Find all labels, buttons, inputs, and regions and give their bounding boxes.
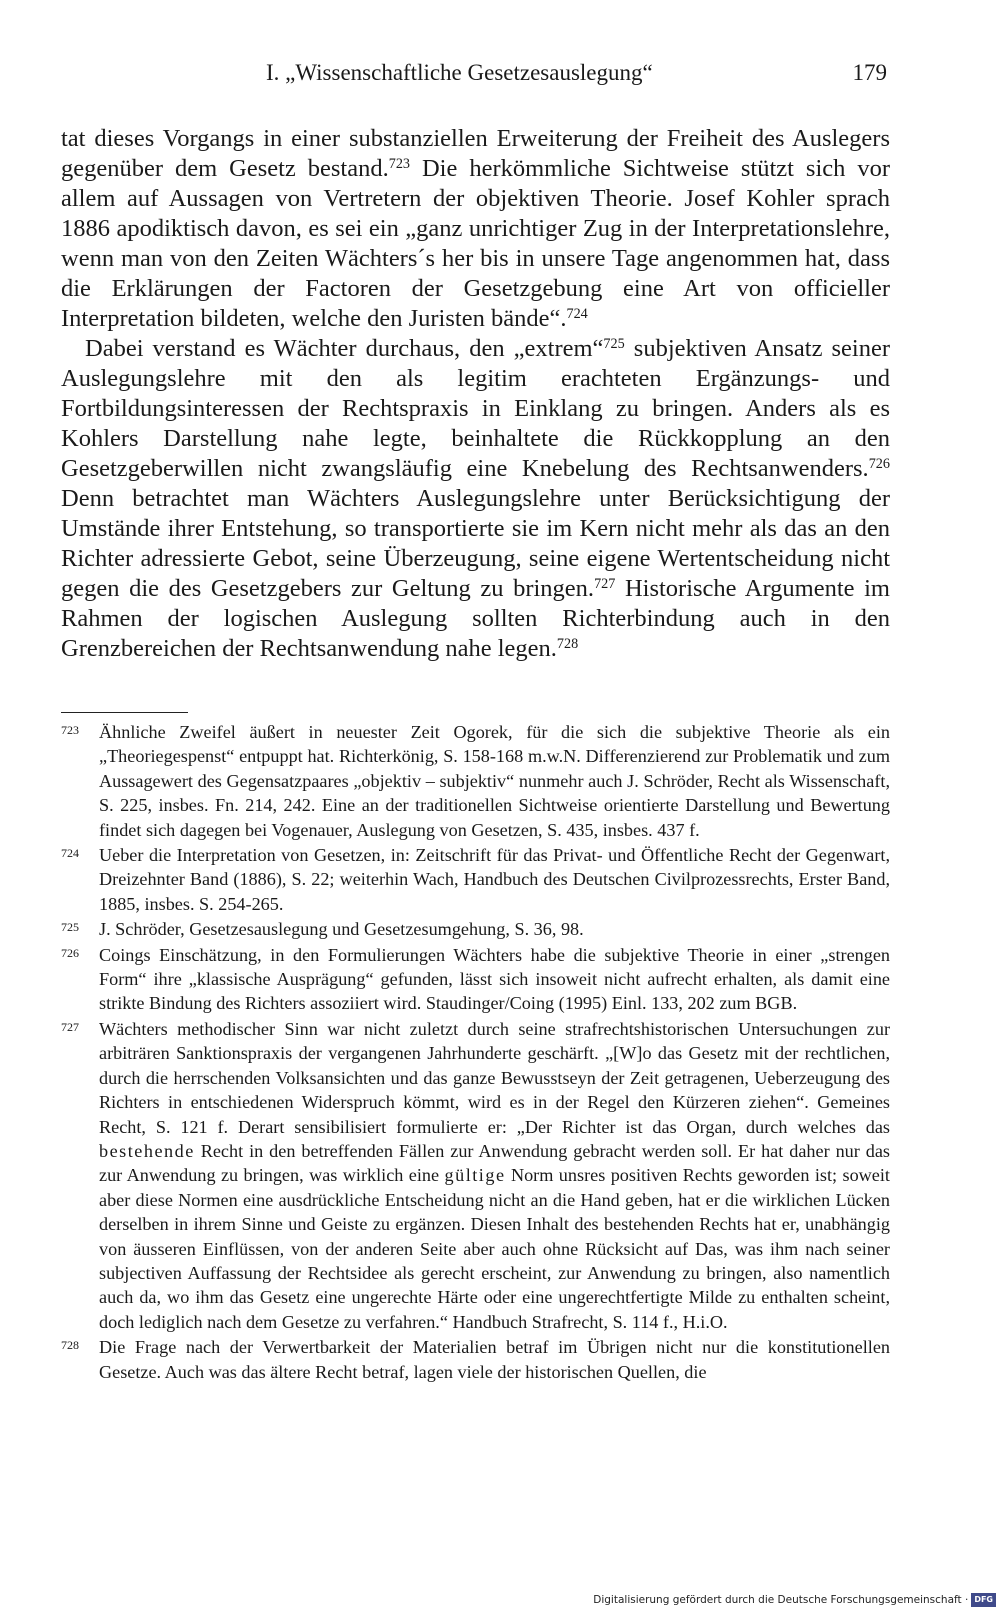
footnote-ref-724[interactable]: 724 — [566, 306, 588, 323]
footnote-728 — [61, 1335, 890, 1384]
footnote-725 — [61, 917, 890, 941]
footnote-text: Ähnliche Zweifel äußert in neuester Zeit Ogorek, für die sich die subjektive Theorie als ein „Theoriegespenst“ entpuppt hat. Richterkönig, S. 158-168 m.w.N. Differenzierend zur Problematik und zum Aussagewert des Gegensatzpaares „objektiv – subjektiv“ nunmehr auch J. Schröder, Recht als Wissenschaft, S. 225, insbes. Fn. 214, 242. Eine an der traditionellen Sichtweise orientierte Darstellung und Bewertung findet sich dagegen bei Vogenauer, Auslegung von Gesetzen, S. 435, insbes. 437 f. — [99, 722, 890, 840]
page-header — [61, 60, 890, 94]
main-text — [61, 124, 890, 664]
text-span: Wächters methodischer Sinn war nicht zuletzt durch seine strafrechtshistorischen Untersuchungen zur arbiträren Sanktionspraxis der vergangenen Jahrhunderte geschärft. „[W]o das Gesetz mit der rechtlichen, durch die herrschenden Volksansichten und das ganze Bewusstseyn der Zeit getragenen, Ueberzeugung des Richters in entschiedenen Widerspruch kömmt, wird es in der Regel den Kürzeren ziehen“. Gemeines Recht, S. 121 f. Derart sensibilisiert formulierte er: „Der Richter ist das Organ, durch welches das — [99, 1018, 890, 1137]
text-span: Denn betrachtet man Wächters Auslegungslehre unter Berücksichtigung der Umstände ihrer Entstehung, so transportierte sie im Kern nicht mehr als das an den Richter adressierte Gebot, seine Überzeugung, seine eigene Wertentscheidung nicht gegen die des Gesetzgebers zur Geltung zu bringen. — [61, 485, 890, 602]
text-span: Dabei verstand es Wächter durchaus, den „extrem“ — [85, 335, 604, 362]
page-number: 179 — [852, 60, 887, 85]
footnote-number: 728 — [61, 1338, 79, 1353]
footnote-ref-728[interactable]: 728 — [556, 636, 579, 653]
footnote-726 — [61, 943, 890, 1016]
paragraph-2 — [61, 334, 890, 664]
footnote-ref-726[interactable]: 726 — [868, 456, 890, 473]
text-span: Historische Argumente im Rahmen der logischen Auslegung sollten Richterbindung auch in den Grenzbereichen der Rechtsanwendung nahe legen. — [61, 575, 890, 662]
dfg-logo: DFG — [971, 1593, 996, 1607]
text-span: Norm unsres positiven Rechts geworden ist; soweit aber diese Normen eine ausdrückliche Entscheidung nicht an die Hand geben, hat er die wirklichen Lücken derselben in ihrem Sinne und Geiste zu ergänzen. Diesen Inhalt des bestehenden Rechts hat er, unabhängig von äusseren Einflüssen, von der anderen Seite aber auch ohne Rücksicht auf Das, was ihm nach seiner subjectiven Auffassung der Rechtsidee als gerecht erscheint, zur Anwendung zu bringen, also namentlich auch da, wo ihm das Gesetz eine ungerechte Härte oder eine ungerechtfertigte Milde zu enthalten scheint, doch lediglich nach dem Gesetze zu verfahren.“ Handbuch Strafrecht, S. 114 f., H.i.O. — [99, 1165, 890, 1332]
text-span: subjektiven Ansatz seiner Auslegungslehre mit den als legitim erachteten Ergänzungs- und Fortbildungsinteressen der Rechtspraxis in Einklang zu bringen. Anders als es Kohlers Darstellung nahe legte, beinhaltete die Rückkopplung an den Gesetzgeberwillen nicht zwangsläufig eine Knebelung des Rechtsanwenders. — [61, 335, 891, 482]
footnotes — [61, 720, 890, 1385]
footer-text: Digitalisierung gefördert durch die Deutsche Forschungsgemeinschaft · — [593, 1594, 969, 1606]
paragraph-1 — [61, 124, 890, 334]
footnote-text: Ueber die Interpretation von Gesetzen, in: Zeitschrift für das Privat- und Öffentliche Recht der Gegenwart, Dreizehnter Band (1886), S. 22; weiterhin Wach, Handbuch des Deutschen Civilprozessrechts, Erster Band, 1885, insbes. S. 254-265. — [99, 845, 890, 914]
footnote-text: Die Frage nach der Verwertbarkeit der Materialien betraf im Übrigen nicht nur die konstitutionellen Gesetze. Auch was das ältere Recht betraf, lagen viele der historischen Quellen, die — [99, 1337, 890, 1382]
footnote-number: 725 — [61, 920, 79, 935]
running-head: I. „Wissenschaftliche Gesetzesauslegung“ — [266, 60, 653, 85]
footnote-separator — [61, 712, 188, 713]
footnote-text: J. Schröder, Gesetzesauslegung und Gesetzesumgehung, S. 36, 98. — [99, 919, 584, 940]
text-span: tat dieses Vorgangs in einer substanziellen Erweiterung der Freiheit des Auslegers gegenüber dem Gesetz bestand. — [61, 125, 890, 182]
footnote-text — [99, 1019, 890, 1332]
digitization-footer — [593, 1590, 1000, 1610]
footnote-text: Coings Einschätzung, in den Formulierungen Wächters habe die subjektive Theorie in einer „strengen Form“ ihre „klassische Ausprägung“ gefunden, lässt sich insoweit nicht aufrecht erhalten, als damit eine strikte Bindung des Richters assoziiert wird. Staudinger/Coing (1995) Einl. 133, 202 zum BGB. — [99, 944, 890, 1014]
footnote-number: 723 — [61, 723, 79, 737]
footnote-number: 724 — [61, 846, 79, 861]
footnote-ref-727[interactable]: 727 — [594, 576, 616, 593]
footnote-ref-723[interactable]: 723 — [388, 156, 411, 173]
footnote-727 — [61, 1017, 890, 1334]
emphasis: bestehende — [99, 1140, 195, 1161]
footnote-723 — [61, 720, 890, 842]
footnote-724 — [61, 843, 890, 916]
footnote-number: 727 — [61, 1019, 79, 1034]
footnote-number: 726 — [61, 945, 79, 960]
text-span: Die herkömmliche Sichtweise stützt sich vor allem auf Aussagen von Vertretern der objektiven Theorie. Josef Kohler sprach 1886 apodiktisch davon, es sei ein „ganz unrichtiger Zug in der Interpretationslehre, wenn man von den Zeiten Wächters´s her bis in unsere Tage angenommen hat, dass die Erklärungen der Factoren der Gesetzgebung eine Art von officieller Interpretation bildeten, welche den Juristen bände“. — [61, 155, 891, 332]
text-span: Recht in den betreffenden Fällen zur Anwendung gebracht werden soll. Er hat daher nur das zur Anwendung zu bringen, was wirklich eine — [99, 1140, 890, 1186]
footnote-ref-725[interactable]: 725 — [603, 336, 625, 353]
emphasis: gültige — [444, 1165, 506, 1186]
